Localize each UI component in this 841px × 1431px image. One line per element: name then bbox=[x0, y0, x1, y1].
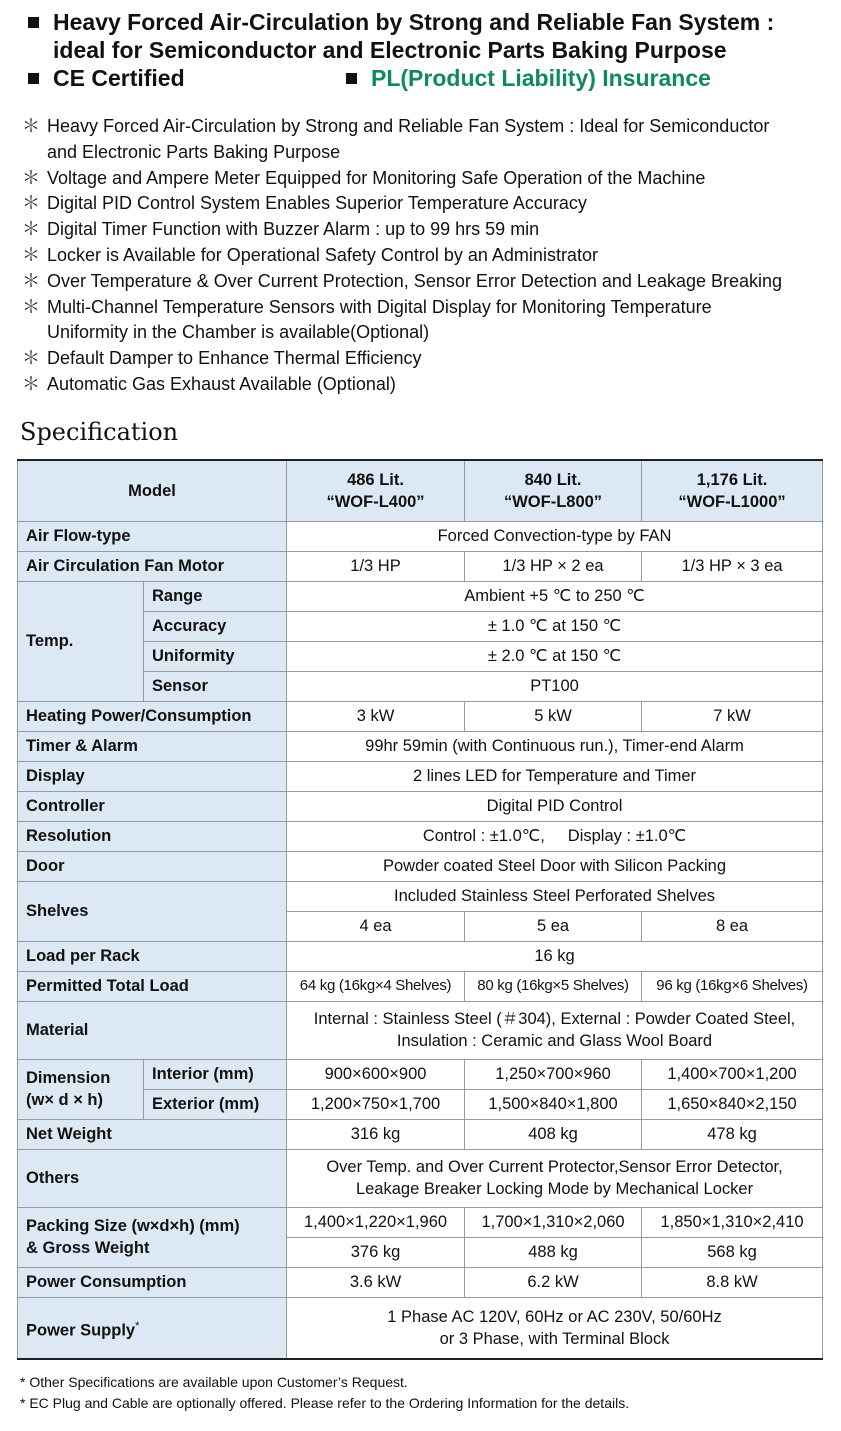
ce-certified: CE Certified bbox=[53, 65, 185, 91]
table-row bbox=[18, 791, 823, 821]
row-value: 568 kg bbox=[642, 1237, 823, 1267]
row-value: 96 kg (16kg×6 Shelves) bbox=[642, 971, 823, 1001]
row-value: Digital PID Control bbox=[287, 791, 823, 821]
row-value: 64 kg (16kg×4 Shelves) bbox=[287, 971, 465, 1001]
row-value: PT100 bbox=[287, 671, 823, 701]
asterisk-icon: ＊ bbox=[22, 348, 40, 369]
table-row bbox=[18, 1149, 823, 1207]
row-value: ± 1.0 ℃ at 150 ℃ bbox=[287, 611, 823, 641]
feature-item: ＊ Locker is Available for Operational Safety Control by an Administrator bbox=[22, 243, 822, 269]
feature-item: ＊ Over Temperature & Over Current Protection, Sensor Error Detection and Leakage Breaking bbox=[22, 269, 822, 295]
row-value: 80 kg (16kg×5 Shelves) bbox=[465, 971, 642, 1001]
row-label: Heating Power/Consumption bbox=[18, 701, 287, 731]
table-row bbox=[18, 731, 823, 761]
row-sublabel: Sensor bbox=[144, 671, 287, 701]
table-row bbox=[18, 881, 823, 911]
row-value: 4 ea bbox=[287, 911, 465, 941]
row-value: 7 kW bbox=[642, 701, 823, 731]
square-bullet-icon bbox=[346, 73, 357, 84]
row-value: 3.6 kW bbox=[287, 1267, 465, 1297]
row-value: 1/3 HP × 3 ea bbox=[642, 551, 823, 581]
square-bullet-icon bbox=[28, 17, 39, 28]
table-row bbox=[18, 1297, 823, 1359]
row-label: Air Flow-type bbox=[18, 521, 287, 551]
footnote: * EC Plug and Cable are optionally offered. Please refer to the Ordering Information for the details. bbox=[20, 1395, 630, 1411]
model-label: Model bbox=[18, 460, 287, 521]
row-value: 1,650×840×2,150 bbox=[642, 1089, 823, 1119]
row-sublabel: Interior (mm) bbox=[144, 1059, 287, 1089]
spec-title: Specification bbox=[20, 418, 179, 446]
table-row bbox=[18, 1119, 823, 1149]
row-label: Door bbox=[18, 851, 287, 881]
feature-item: ＊ Automatic Gas Exhaust Available (Optional) bbox=[22, 372, 822, 398]
row-value: Powder coated Steel Door with Silicon Packing bbox=[287, 851, 823, 881]
headline-line-3 bbox=[28, 64, 828, 92]
asterisk-icon: ＊ bbox=[22, 373, 40, 394]
row-label: Net Weight bbox=[18, 1119, 287, 1149]
row-value: 1,500×840×1,800 bbox=[465, 1089, 642, 1119]
row-label: Shelves bbox=[18, 881, 287, 941]
feature-item: ＊ Heavy Forced Air-Circulation by Strong and Reliable Fan System : Ideal for Semiconductor bbox=[22, 114, 822, 140]
row-sublabel: Accuracy bbox=[144, 611, 287, 641]
asterisk-icon: ＊ bbox=[22, 167, 40, 188]
row-label: Controller bbox=[18, 791, 287, 821]
row-value: 376 kg bbox=[287, 1237, 465, 1267]
row-value: 1,400×700×1,200 bbox=[642, 1059, 823, 1089]
row-value: 1,200×750×1,700 bbox=[287, 1089, 465, 1119]
feature-item: ＊ Voltage and Ampere Meter Equipped for Monitoring Safe Operation of the Machine bbox=[22, 166, 822, 192]
row-label: Display bbox=[18, 761, 287, 791]
row-label: Resolution bbox=[18, 821, 287, 851]
model-header-3: 1,176 Lit. “WOF-L1000” bbox=[642, 460, 823, 521]
row-value: 408 kg bbox=[465, 1119, 642, 1149]
table-row bbox=[18, 521, 823, 551]
row-sublabel: Range bbox=[144, 581, 287, 611]
temp-label: Temp. bbox=[18, 581, 144, 701]
row-value: Control : ±1.0℃, Display : ±1.0℃ bbox=[287, 821, 823, 851]
model-header-1: 486 Lit. “WOF-L400” bbox=[287, 460, 465, 521]
packing-label: Packing Size (w×d×h) (mm) & Gross Weight bbox=[18, 1207, 287, 1267]
model-header-2: 840 Lit. “WOF-L800” bbox=[465, 460, 642, 521]
row-value: 8 ea bbox=[642, 911, 823, 941]
table-row bbox=[18, 1059, 823, 1089]
row-value: 1,400×1,220×1,960 bbox=[287, 1207, 465, 1237]
row-value: 3 kW bbox=[287, 701, 465, 731]
headline-line-1: Heavy Forced Air-Circulation by Strong and Reliable Fan System : bbox=[28, 8, 828, 36]
pl-insurance: PL(Product Liability) Insurance bbox=[346, 64, 711, 92]
asterisk-icon: ＊ bbox=[22, 270, 40, 291]
row-value: 8.8 kW bbox=[642, 1267, 823, 1297]
row-label: Timer & Alarm bbox=[18, 731, 287, 761]
asterisk-icon: ＊ bbox=[22, 296, 40, 317]
row-label: Others bbox=[18, 1149, 287, 1207]
table-row bbox=[18, 1207, 823, 1237]
row-value: 316 kg bbox=[287, 1119, 465, 1149]
headline bbox=[28, 8, 828, 92]
asterisk-icon: ＊ bbox=[22, 193, 40, 214]
table-row bbox=[18, 941, 823, 971]
row-value: 1,250×700×960 bbox=[465, 1059, 642, 1089]
feature-item: ＊ Default Damper to Enhance Thermal Efficiency bbox=[22, 346, 822, 372]
row-value: 1/3 HP × 2 ea bbox=[465, 551, 642, 581]
row-label: Load per Rack bbox=[18, 941, 287, 971]
row-value: Over Temp. and Over Current Protector,Sensor Error Detector, Leakage Breaker Locking Mode by Mechanical Locker bbox=[287, 1149, 823, 1207]
feature-item: ＊ Digital Timer Function with Buzzer Alarm : up to 99 hrs 59 min bbox=[22, 217, 822, 243]
feature-list bbox=[22, 114, 822, 398]
table-row-model bbox=[18, 460, 823, 521]
row-value: 478 kg bbox=[642, 1119, 823, 1149]
asterisk-icon: ＊ bbox=[22, 116, 40, 136]
row-value: 1,850×1,310×2,410 bbox=[642, 1207, 823, 1237]
row-label: Permitted Total Load bbox=[18, 971, 287, 1001]
row-value: 1 Phase AC 120V, 60Hz or AC 230V, 50/60Hz or 3 Phase, with Terminal Block bbox=[287, 1297, 823, 1359]
asterisk-icon: ＊ bbox=[22, 219, 40, 240]
row-value: ± 2.0 ℃ at 150 ℃ bbox=[287, 641, 823, 671]
dimension-label: Dimension (w× d × h) bbox=[18, 1059, 144, 1119]
row-value: Ambient +5 ℃ to 250 ℃ bbox=[287, 581, 823, 611]
table-row bbox=[18, 851, 823, 881]
feature-item-continued: and Electronic Parts Baking Purpose bbox=[47, 141, 341, 162]
row-value: 16 kg bbox=[287, 941, 823, 971]
row-label: Power Consumption bbox=[18, 1267, 287, 1297]
row-value: 99hr 59min (with Continuous run.), Timer-end Alarm bbox=[287, 731, 823, 761]
row-value: 900×600×900 bbox=[287, 1059, 465, 1089]
row-value: 2 lines LED for Temperature and Timer bbox=[287, 761, 823, 791]
table-row bbox=[18, 551, 823, 581]
footnotes bbox=[20, 1372, 629, 1414]
row-value: 5 kW bbox=[465, 701, 642, 731]
row-sublabel: Uniformity bbox=[144, 641, 287, 671]
table-row bbox=[18, 1001, 823, 1059]
table-row bbox=[18, 1267, 823, 1297]
table-row bbox=[18, 971, 823, 1001]
row-value: 6.2 kW bbox=[465, 1267, 642, 1297]
spec-table bbox=[17, 459, 823, 1360]
square-bullet-icon bbox=[28, 73, 39, 84]
row-value: Included Stainless Steel Perforated Shelves bbox=[287, 881, 823, 911]
row-value: 5 ea bbox=[465, 911, 642, 941]
feature-item-continued: Uniformity in the Chamber is available(Optional) bbox=[47, 322, 430, 343]
row-value: 1,700×1,310×2,060 bbox=[465, 1207, 642, 1237]
feature-item: ＊ Multi-Channel Temperature Sensors with Digital Display for Monitoring Temperature bbox=[22, 295, 822, 321]
row-value: 1/3 HP bbox=[287, 551, 465, 581]
table-row bbox=[18, 581, 823, 611]
row-label: Air Circulation Fan Motor bbox=[18, 551, 287, 581]
row-value: Internal : Stainless Steel (＃304), External : Powder Coated Steel, Insulation : Ceramic and Glass Wool Board bbox=[287, 1001, 823, 1059]
asterisk-icon: ＊ bbox=[22, 244, 40, 265]
row-sublabel: Exterior (mm) bbox=[144, 1089, 287, 1119]
row-label: Power Supply* bbox=[18, 1297, 287, 1359]
feature-item: ＊ Digital PID Control System Enables Superior Temperature Accuracy bbox=[22, 191, 822, 217]
footnote: * Other Specifications are available upon Customer’s Request. bbox=[20, 1374, 408, 1390]
headline-line-2: ideal for Semiconductor and Electronic Parts Baking Purpose bbox=[53, 37, 727, 63]
row-value: Forced Convection-type by FAN bbox=[287, 521, 823, 551]
table-row bbox=[18, 821, 823, 851]
table-row bbox=[18, 701, 823, 731]
row-label: Material bbox=[18, 1001, 287, 1059]
table-row bbox=[18, 761, 823, 791]
row-value: 488 kg bbox=[465, 1237, 642, 1267]
